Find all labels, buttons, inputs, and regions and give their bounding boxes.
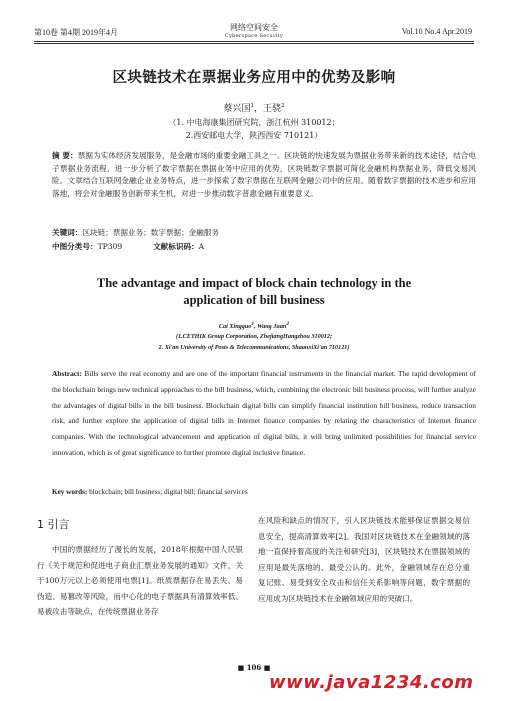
doc-code-label: 文献标识码： — [153, 242, 199, 251]
keywords-en-text: blockchain; bill business; digital bill; financial services — [89, 488, 248, 496]
keywords-cn-text: 区块链；票据业务；数字票据；金融服务 — [82, 228, 220, 237]
classification-line — [52, 241, 204, 252]
author-en-1: Cai Xingguo — [218, 323, 252, 331]
paper-title-cn: 区块链技术在票据业务应用中的优势及影响 — [112, 70, 396, 86]
clc-value: TP309 — [97, 242, 123, 251]
abstract-cn — [52, 150, 476, 200]
journal-issue-info: 第10卷 第4期 2019年4月 — [34, 28, 118, 37]
body-left-column: 中国的票据经历了漫长的发展，2018年根据中国人民银行《关于规范和促进电子商业汇票业务发展的通知》文件，关于100万元以上必须使用电票[1]。纸质票据存在易丢失、易伪造、易篡改等风险，而中心化的电子票据具有清算效率低、易被攻击等缺点，在传统票据业务存 — [37, 545, 243, 616]
header-rule-top — [34, 41, 474, 42]
keywords-cn-label: 关键词： — [52, 228, 83, 237]
author-2-sup: 2 — [281, 103, 285, 109]
abstract-en-label: Abstract: — [52, 369, 82, 378]
affiliation-en-2: 2. Xi'an University of Posts & Telecommunications, ShaanxiXi'an 710121) — [158, 344, 350, 351]
page-number: ■ 106 ■ — [237, 663, 271, 672]
abstract-cn-text: 票据为实体经济发展服务，是金融市场的重要金融工具之一。区块链的快速发展为票据业务带来新的技术途径，结合电子票据业务流程，进一步分析了数字票据在票据业务中应用的优势，区块链数字票据可简化金融机构票据业务，降低交易风险。文章结合互联网金融企业业务特点，进一步探索了数字票据在互联网金融公司中的应用。随着数字票据的技术进步和应用落地，将会对金融服务创新带来生机，对进一步推动数字普惠金融有重要意义。 — [52, 151, 476, 198]
author-separator: ， — [253, 104, 263, 114]
journal-name-en: Cyberspace Security — [224, 33, 284, 39]
abstract-en-text: Bills serve the real economy and are one of the important financial instruments in the financial market. The rapid development of the blockchain brings new technical approaches to the bill business, which, combining the electronic bill business process, will further analyze the advantages of digital bills in the bill business. Blockchain digital bills can simplify financial institution bill business, reduce transaction risk, and further explore the application of digital bills in Internet finance companies by relating the characteristics of Internet finance companies. With the technological advancement and application of digital bills, it will bring unlimited possibilities for financial service innovation, which is of great significance to further promote digital inclusive finance. — [52, 369, 476, 457]
author-en-2: , Wang Juan — [254, 323, 287, 331]
author-2-name: 王骁 — [263, 104, 282, 114]
body-right-column: 在风险和缺点的情况下，引入区块链技术能够保证票据交易信息安全，提高清算效率[2]。我国对区块链技术在金融领域的落地一直保持着高度的关注和研究[3]，区块链技术在票据领域的应用是最先落地的、最受公认的。此外，金融领域存在总分重复记账、易受到安全攻击和信任关系影响等问题，数字票据的应用成为区块链技术在金融领域应用的突破口。 — [258, 516, 470, 603]
abstract-cn-label: 摘 要： — [52, 151, 78, 160]
paper-title-en-line2: application of bill business — [183, 293, 325, 307]
keywords-en-label: Key words: — [52, 488, 88, 496]
affiliation-cn-2: 2.西安邮电大学，陕西西安 710121） — [185, 131, 323, 140]
author-en-2-sup: 2 — [286, 321, 290, 327]
author-1-name: 蔡兴国 — [223, 104, 251, 114]
abstract-en — [52, 366, 476, 461]
clc-label: 中图分类号： — [52, 242, 98, 251]
keywords-cn — [52, 227, 219, 238]
affiliation-cn-1: （1. 中电海康集团研究院，浙江杭州 310012； — [168, 118, 340, 127]
paper-title-en-line1: The advantage and impact of block chain technology in the — [96, 276, 412, 290]
author-en-1-sup: 1 — [251, 321, 255, 327]
section-heading-introduction: 1 引言 — [37, 518, 70, 531]
keywords-en — [52, 488, 248, 496]
affiliation-en-1: (1.CETHIK Group Corporation, ZhejiangHangzhou 310012; — [175, 333, 333, 340]
doc-code-value: A — [198, 242, 205, 251]
authors-cn — [0, 101, 508, 114]
journal-name-cn: 网络空间安全 — [230, 23, 278, 32]
author-1-sup: 1 — [250, 103, 254, 109]
watermark-logo: www.java1234.com — [269, 672, 474, 693]
paper-title-en — [0, 275, 508, 309]
authors-en — [0, 321, 508, 330]
header-rule-bottom — [34, 43, 474, 44]
journal-volume-info: Vol.10 No.4 Apr.2019 — [401, 27, 472, 36]
